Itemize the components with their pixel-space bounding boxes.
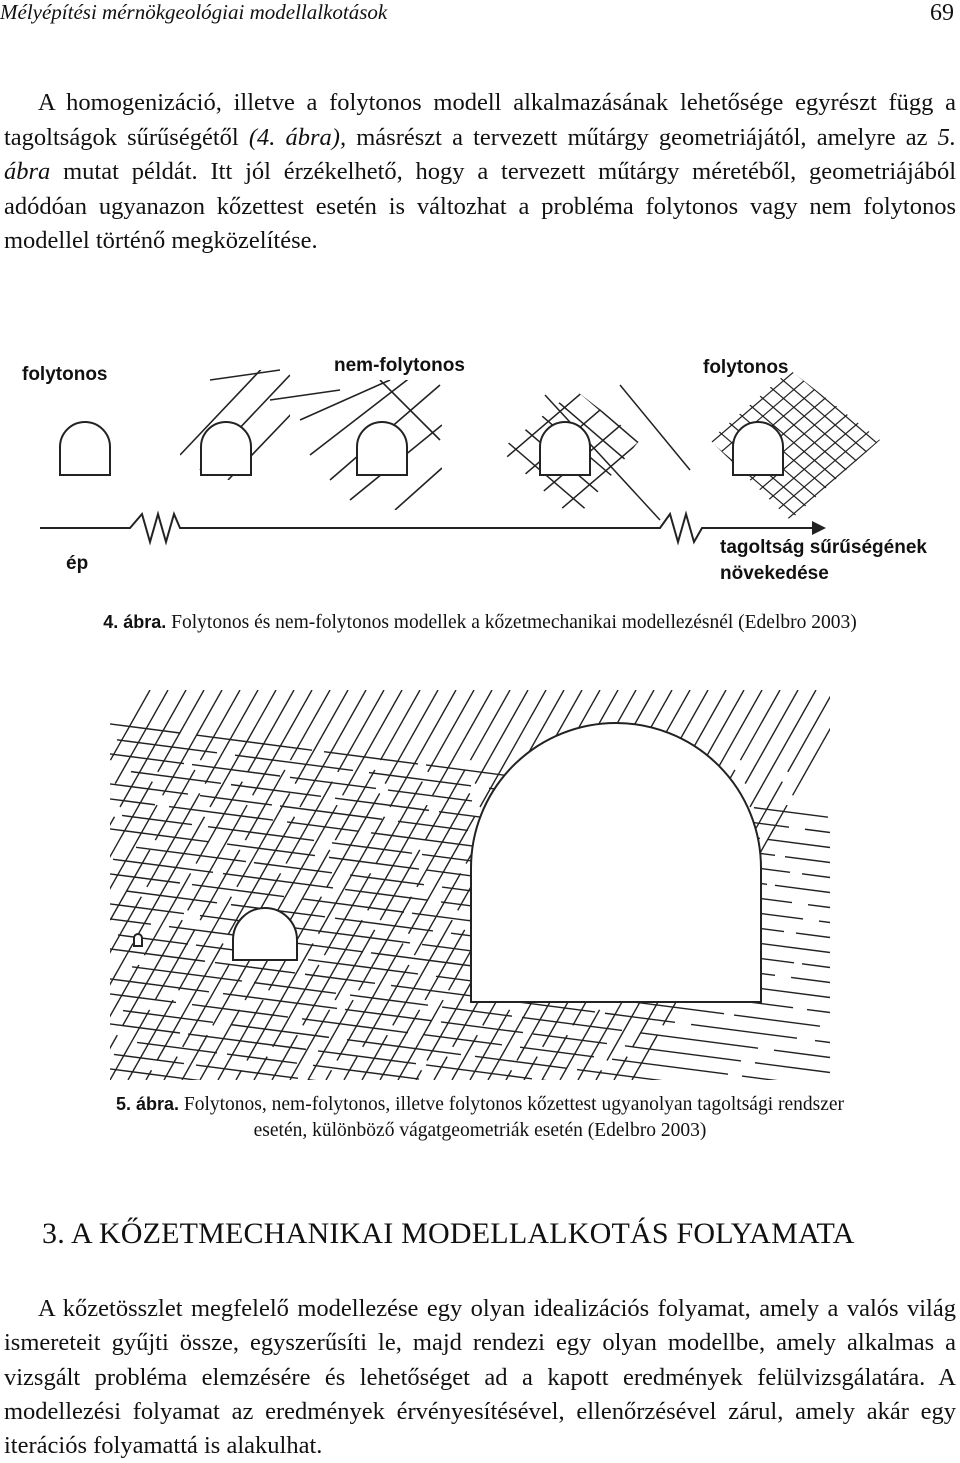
joint-line <box>363 965 409 1047</box>
joint-line <box>247 944 313 1061</box>
joint-line <box>3 965 49 1047</box>
joint-line <box>709 1147 787 1157</box>
figure-5-caption <box>0 1091 960 1144</box>
joint-line <box>200 690 240 760</box>
joint-line <box>347 1040 461 1055</box>
caption-text-1: Folytonos, nem-folytonos, illetve folytonos kőzettest ugyanolyan tagoltsági rendszer <box>178 1094 845 1115</box>
joint-line <box>208 827 314 841</box>
joint-line <box>117 740 217 753</box>
joint-line <box>335 770 375 840</box>
joint-line <box>0 930 15 1000</box>
section-heading: 3. A KŐZETMECHANIKAI MODELLALKOTÁS FOLYAMATA <box>42 1217 855 1250</box>
paragraph-text-part: A homogenizáció, illetve a folytonos modell alkalmazásának lehetősége egyrészt függ a tagoltságok sűrűségétől <box>4 89 956 151</box>
joint-line <box>750 690 816 807</box>
joint-line <box>131 772 221 784</box>
joint-line <box>477 1147 549 1156</box>
joint-line <box>791 977 895 991</box>
label-intact: ép <box>66 553 89 574</box>
joint-line <box>380 850 420 920</box>
joint-line <box>428 690 474 772</box>
joint-line <box>832 1028 916 1039</box>
joint-line <box>319 817 385 934</box>
joint-line <box>188 1034 306 1049</box>
joint-line <box>2 1035 27 1080</box>
joint-line <box>324 752 418 764</box>
joint-line <box>0 944 43 1061</box>
joint-line <box>368 805 427 910</box>
joint-line <box>196 782 242 864</box>
joint-line <box>245 770 285 840</box>
joint-line <box>441 1022 523 1033</box>
joint-line <box>109 979 209 992</box>
joint-line <box>94 752 184 764</box>
joint-line <box>110 850 150 920</box>
joint-line <box>146 1070 152 1080</box>
joint-line <box>807 1010 903 1022</box>
joint-line <box>802 964 904 977</box>
running-header: Mélyépítési mérnökgeológiai modellalkotások <box>0 0 388 24</box>
joint-line <box>691 1174 777 1185</box>
joint-line <box>85 796 155 805</box>
joint-line <box>196 1065 298 1078</box>
joint-line <box>236 1070 242 1080</box>
joint-line <box>345 889 427 900</box>
joint-line <box>254 1057 267 1080</box>
joint-line <box>343 690 402 795</box>
joint-line <box>326 1070 332 1080</box>
figure-ref-5: 5. ábra <box>4 123 957 185</box>
joint-line <box>287 942 363 952</box>
joint-line <box>67 944 133 1061</box>
joint-line <box>796 933 866 942</box>
joint-line <box>110 1010 150 1080</box>
joint-line <box>636 1002 724 1013</box>
joint-line <box>324 873 370 955</box>
joint-line <box>802 874 876 884</box>
joint-line <box>772 1170 876 1184</box>
joint-line <box>99 827 209 841</box>
caption-number: 4. ábra. <box>103 612 167 632</box>
joint-line <box>785 857 879 869</box>
paragraph-text-part: másrészt a tervezett műtárgy geometriájától, amelyre az <box>346 123 938 151</box>
joint-line <box>200 796 272 805</box>
joint-line <box>20 850 60 920</box>
joint-line <box>567 1158 679 1173</box>
joint-line <box>192 1005 288 1017</box>
joint-line <box>86 991 176 1003</box>
joint-line <box>533 1034 607 1044</box>
joint-line <box>303 920 362 1025</box>
joint-line <box>388 790 472 801</box>
joint-line <box>49 817 115 934</box>
paragraph-text-part: mutat példát. Itt jól érzékelhető, hogy a tervezett műtárgy méretéből, geometriájából adódóan ugyanazon kőzettest esetén is változhat a probléma folytonos vagy nem folytonos modellel történő megközelítése. <box>4 158 956 254</box>
caption-text: Folytonos és nem-folytonos modellek a kőzetmechanikai modellezésnél (Edelbro 2003) <box>166 612 857 633</box>
joint-line <box>74 1057 87 1080</box>
joint-line <box>335 918 433 931</box>
joint-line <box>488 1000 533 1080</box>
joint-line <box>65 770 105 840</box>
joint-line <box>56 1070 62 1080</box>
joint-line <box>81 915 151 924</box>
caption-number: 5. ábra. <box>115 1094 179 1114</box>
joint-line <box>57 793 110 887</box>
joint-line <box>612 1059 728 1074</box>
joint-line <box>344 1057 357 1080</box>
joint-line <box>768 839 882 854</box>
joint-line <box>0 897 51 991</box>
joint-line <box>815 1041 895 1051</box>
joint-line <box>805 829 893 840</box>
body-paragraph <box>4 1292 956 1463</box>
joint-line <box>188 805 247 910</box>
joint-line <box>93 965 139 1047</box>
paragraph-text: A kőzetösszlet megfelelő modellezése egy olyan idealizációs folyamat, amely a valós világ ismereteit gyűjti össze, egyszerűsíti le, majd rendezi egy olyan modellbe, amely alkalmas a vizsgált probléma elemzésére és lehetőséget ad a kapott eredmények felülvizsgálatára. A modellezési folyamat az eredmények érvényesítésével, ellenőrzésével zárul, amely akár egy iterációs folyamattá is alakulhat. <box>4 1295 956 1460</box>
joint-line <box>775 885 885 899</box>
joint-line <box>200 850 240 920</box>
arrow-label-line1: tagoltság sűrűségének <box>720 537 927 558</box>
joint-line <box>38 1000 83 1080</box>
joint-line <box>640 1033 758 1048</box>
joint-line <box>470 1010 510 1080</box>
joint-line <box>691 1024 797 1038</box>
arrow-label-line2: növekedése <box>720 563 829 584</box>
joint-line <box>308 960 418 974</box>
joint-line <box>788 690 834 772</box>
joint-line <box>54 873 100 955</box>
label-continuous-left: folytonos <box>22 364 108 385</box>
joint-line <box>793 1188 881 1199</box>
joint-line <box>795 1158 909 1173</box>
joint-line <box>369 773 471 786</box>
joint-line <box>398 1000 443 1080</box>
joint-line <box>106 782 152 864</box>
joint-line <box>625 1046 741 1061</box>
joint-line <box>524 1057 537 1080</box>
joint-line <box>475 1056 567 1068</box>
label-discontinuous: nem-folytonos <box>334 355 465 376</box>
joint-line <box>65 930 105 1000</box>
joint-line <box>371 953 481 967</box>
joint-line <box>542 1080 614 1089</box>
joint-line <box>278 805 337 910</box>
joint-line <box>218 1000 263 1080</box>
joint-line <box>338 690 384 772</box>
joint-line <box>793 690 852 795</box>
joint-line <box>318 1051 416 1064</box>
joint-line <box>664 1156 760 1168</box>
joint-line <box>223 874 333 888</box>
joint-line <box>290 850 330 920</box>
joint-line <box>335 930 375 1000</box>
joint-line <box>380 690 420 760</box>
joint-line <box>183 965 229 1047</box>
figure-ref-4: (4. ábra), <box>248 123 347 151</box>
joint-line <box>390 690 456 807</box>
label-continuous-right: folytonos <box>703 357 789 378</box>
joint-line <box>425 930 465 1000</box>
joint-line <box>155 770 195 840</box>
joint-line <box>577 1070 671 1082</box>
caption-text-2: esetén, különböző vágatgeometriák esetén (Edelbro 2003) <box>253 1120 707 1141</box>
joint-line <box>742 1076 838 1088</box>
joint-line <box>740 690 780 760</box>
joint-line <box>104 903 184 913</box>
joint-line <box>227 844 315 855</box>
joint-line <box>470 690 510 760</box>
joint-line <box>20 1010 60 1080</box>
joint-line <box>808 905 914 919</box>
joint-line <box>136 847 246 861</box>
joint-line <box>819 921 899 931</box>
joint-line <box>33 920 92 1025</box>
page-number: 69 <box>930 0 954 26</box>
joint-line <box>755 1063 851 1075</box>
joint-line <box>290 777 376 788</box>
joint-line <box>734 1015 820 1026</box>
joint-line <box>434 1057 447 1080</box>
joint-line <box>393 920 452 1025</box>
joint-line <box>335 798 429 810</box>
joint-line <box>774 1050 876 1063</box>
joint-line <box>433 690 492 795</box>
joint-line <box>332 843 412 853</box>
joint-line <box>300 690 366 807</box>
